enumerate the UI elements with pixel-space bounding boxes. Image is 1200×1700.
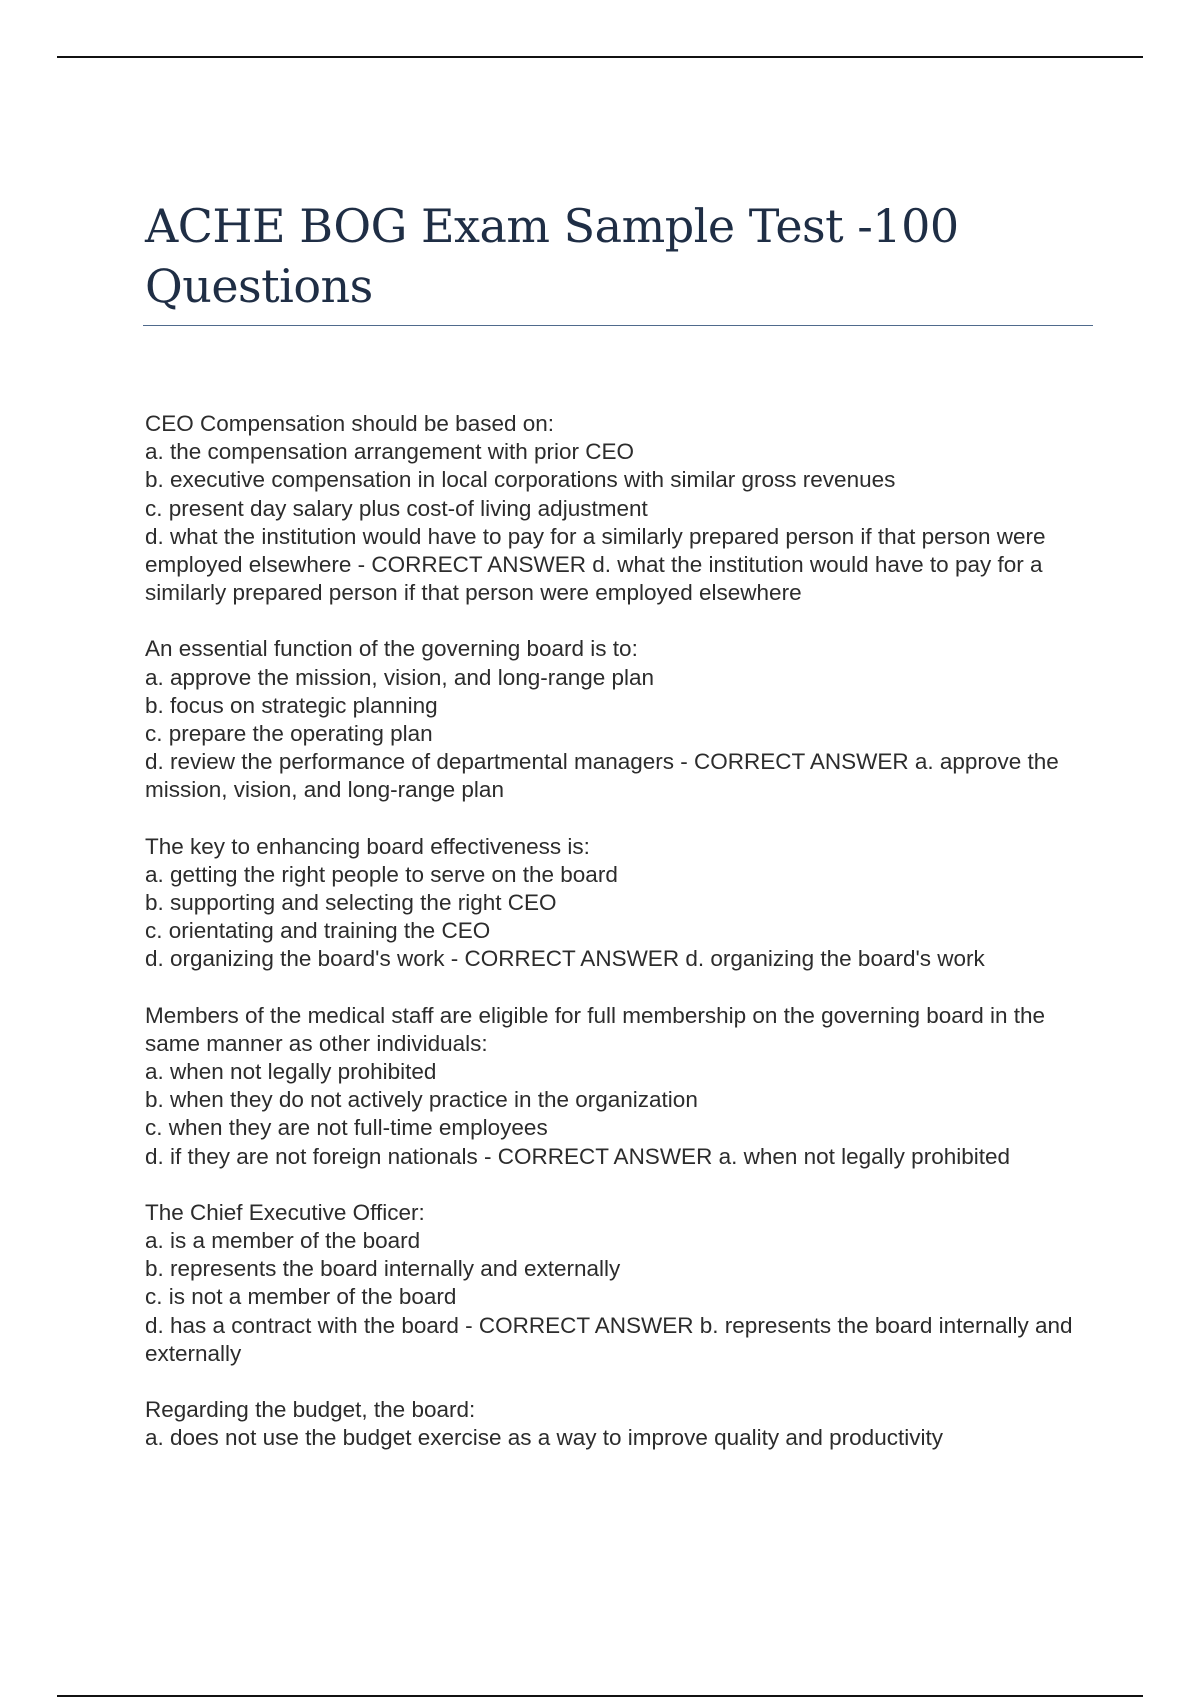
question-5 — [145, 1199, 1085, 1368]
answer-option-d: d. review the performance of departmental managers - CORRECT ANSWER a. approve the mission, vision, and long-range plan — [145, 749, 1059, 803]
answer-option-c: c. prepare the operating plan — [145, 721, 433, 747]
question-prompt: The key to enhancing board effectiveness is: — [145, 833, 590, 859]
answer-option-d: d. has a contract with the board - CORRECT ANSWER b. represents the board internally and externally — [145, 1312, 1073, 1366]
answer-option-a: a. the compensation arrangement with prior CEO — [145, 439, 634, 465]
answer-option-d: d. if they are not foreign nationals - CORRECT ANSWER a. when not legally prohibited — [145, 1143, 1011, 1169]
answer-option-d: d. organizing the board's work - CORRECT ANSWER d. organizing the board's work — [145, 946, 985, 972]
footer-rule — [57, 1695, 1143, 1697]
question-prompt: CEO Compensation should be based on: — [145, 411, 555, 436]
answer-option-b: b. executive compensation in local corporations with similar gross revenues — [145, 467, 896, 493]
answer-option-b: b. represents the board internally and externally — [145, 1256, 621, 1282]
answer-option-a: a. when not legally prohibited — [145, 1059, 437, 1085]
question-6 — [145, 1396, 1085, 1452]
title-underline — [143, 325, 1093, 326]
question-prompt: Regarding the budget, the board: — [145, 1397, 476, 1423]
question-prompt: An essential function of the governing board is to: — [145, 636, 638, 662]
question-3 — [145, 833, 1085, 974]
answer-option-c: c. orientating and training the CEO — [145, 918, 491, 944]
question-1 — [145, 410, 1085, 607]
document-title: ACHE BOG Exam Sample Test -100 Questions — [145, 199, 959, 313]
question-list — [145, 410, 1085, 1481]
question-prompt: The Chief Executive Officer: — [145, 1199, 425, 1225]
header-rule — [57, 56, 1143, 58]
answer-option-c: c. present day salary plus cost-of living adjustment — [145, 495, 648, 521]
answer-option-d: d. what the institution would have to pay for a similarly prepared person if that person were employed elsewhere - CORRECT ANSWER d. what the institution would have to pay for a similarly prepared person if that person were employed elsewhere — [145, 523, 1046, 606]
question-2 — [145, 635, 1085, 804]
answer-option-a: a. does not use the budget exercise as a way to improve quality and productivity — [145, 1425, 943, 1451]
answer-option-a: a. is a member of the board — [145, 1228, 421, 1254]
answer-option-c: c. when they are not full-time employees — [145, 1115, 548, 1141]
question-4 — [145, 1002, 1085, 1171]
answer-option-a: a. getting the right people to serve on the board — [145, 861, 618, 887]
answer-option-c: c. is not a member of the board — [145, 1284, 457, 1310]
answer-option-b: b. when they do not actively practice in the organization — [145, 1087, 698, 1113]
question-prompt: Members of the medical staff are eligible for full membership on the governing board in the same manner as other individuals: — [145, 1002, 1046, 1056]
answer-option-b: b. supporting and selecting the right CEO — [145, 890, 557, 916]
answer-option-b: b. focus on strategic planning — [145, 692, 438, 718]
answer-option-a: a. approve the mission, vision, and long-range plan — [145, 664, 655, 690]
